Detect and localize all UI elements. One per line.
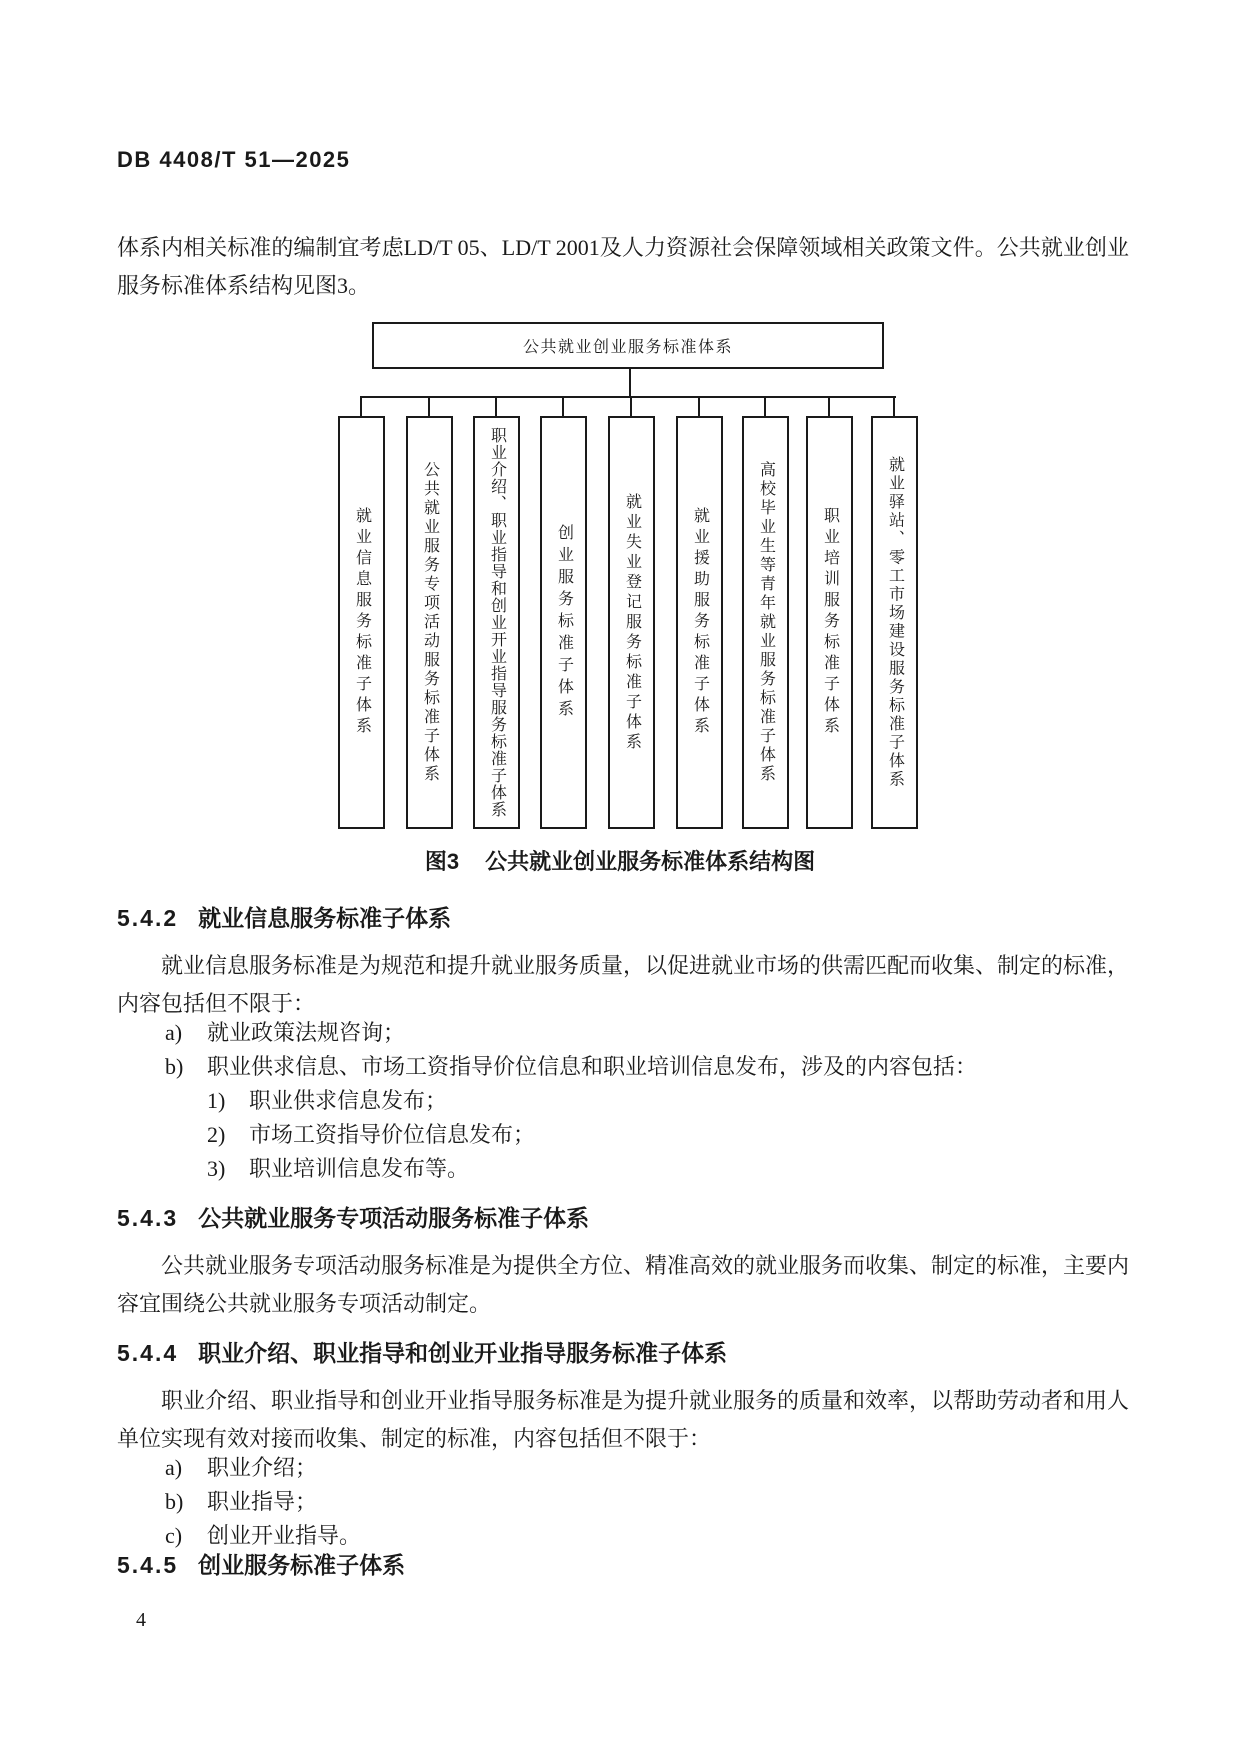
figure-branch-box-7: [742, 416, 789, 829]
section-title: 就业信息服务标准子体系: [198, 905, 452, 931]
list-label: a): [165, 1020, 183, 1045]
list-label: a): [165, 1455, 183, 1480]
section-heading-543: [117, 1205, 589, 1231]
list-text: 职业供求信息发布；: [249, 1088, 448, 1113]
figure-branch-label-4: 创业服务标准子体系: [555, 523, 573, 722]
section-number: 5.4.2: [117, 905, 179, 931]
list-label: b): [165, 1054, 184, 1079]
section-body-544: 职业介绍、职业指导和创业开业指导服务标准是为提升就业服务的质量和效率，以帮助劳动者和用人单位实现有效对接而收集、制定的标准，内容包括但不限于：: [117, 1388, 1130, 1451]
list-label: 1): [207, 1088, 226, 1113]
figure-branch-label-9: 就业驿站、零工市场建设服务标准子体系: [886, 456, 904, 789]
section-number: 5.4.5: [117, 1552, 179, 1578]
figure-caption-label: 图3: [424, 849, 460, 874]
list-label: b): [165, 1489, 184, 1514]
figure-caption: [117, 848, 1123, 876]
list-item-544-c: [165, 1519, 361, 1553]
list-text: 职业介绍；: [207, 1455, 318, 1480]
list-item-542-a: [165, 1016, 405, 1050]
page-number: 4: [136, 1609, 146, 1631]
connector-stub-8: [828, 396, 830, 416]
section-body-542: 就业信息服务标准是为规范和提升就业服务质量，以促进就业市场的供需匹配而收集、制定的标准，内容包括但不限于：: [117, 953, 1130, 1016]
list-text: 创业开业指导。: [207, 1523, 362, 1548]
figure-branch-label-7: 高校毕业生等青年就业服务标准子体系: [757, 461, 775, 784]
section-title: 创业服务标准子体系: [198, 1552, 406, 1578]
connector-stub-5: [630, 396, 632, 416]
section-number: 5.4.3: [117, 1205, 179, 1231]
connector-root-drop: [629, 369, 631, 396]
list-label: c): [165, 1523, 183, 1548]
figure-branch-box-8: [806, 416, 853, 829]
figure-branch-box-1: [338, 416, 385, 829]
list-text: 就业政策法规咨询；: [207, 1020, 406, 1045]
figure-branch-label-1: 就业信息服务标准子体系: [353, 507, 371, 738]
list-item-544-a: [165, 1451, 317, 1485]
connector-stub-4: [562, 396, 564, 416]
figure-branch-box-5: [608, 416, 655, 829]
list-subitem-542-2: [207, 1118, 535, 1152]
list-subitem-542-3: [207, 1152, 469, 1186]
section-title: 公共就业服务专项活动服务标准子体系: [198, 1205, 590, 1231]
section-title: 职业介绍、职业指导和创业开业指导服务标准子体系: [198, 1340, 728, 1366]
list-item-544-b: [165, 1485, 317, 1519]
list-label: 2): [207, 1122, 226, 1147]
list-item-542-b: [165, 1050, 977, 1084]
list-label: 3): [207, 1156, 226, 1181]
list-text: 职业培训信息发布等。: [249, 1156, 470, 1181]
connector-stub-6: [698, 396, 700, 416]
section-heading-542: [117, 905, 451, 931]
figure-branch-box-6: [676, 416, 723, 829]
figure-branch-box-4: [540, 416, 587, 829]
list-text: 市场工资指导价位信息发布；: [249, 1122, 536, 1147]
figure-branch-label-8: 职业培训服务标准子体系: [821, 507, 839, 738]
figure-root-box: [372, 322, 884, 369]
doc-code: DB 4408/T 51—2025: [117, 147, 351, 172]
connector-stub-3: [495, 396, 497, 416]
figure-root-label: 公共就业创业服务标准体系: [522, 339, 733, 356]
connector-stub-2: [428, 396, 430, 416]
intro-paragraph: 体系内相关标准的编制宜考虑LD/T 05、LD/T 2001及人力资源社会保障领域相关政策文件。公共就业创业服务标准体系结构见图3。: [117, 235, 1129, 298]
figure-branch-label-3: 职业介绍、职业指导和创业开业指导服务标准子体系: [488, 427, 506, 818]
figure-branch-box-3: [473, 416, 520, 829]
connector-stub-1: [360, 396, 362, 416]
section-number: 5.4.4: [117, 1340, 179, 1366]
figure-branch-box-9: [871, 416, 918, 829]
section-heading-544: [117, 1340, 727, 1366]
section-body-543: 公共就业服务专项活动服务标准是为提供全方位、精准高效的就业服务而收集、制定的标准，主要内容宜围绕公共就业服务专项活动制定。: [117, 1253, 1130, 1316]
connector-horizontal: [360, 396, 896, 398]
figure-branch-box-2: [406, 416, 453, 829]
connector-stub-7: [764, 396, 766, 416]
list-text: 职业指导；: [207, 1489, 318, 1514]
list-text: 职业供求信息、市场工资指导价位信息和职业培训信息发布，涉及的内容包括：: [207, 1054, 978, 1079]
figure-caption-text: 公共就业创业服务标准体系结构图: [485, 849, 816, 874]
figure-branch-label-6: 就业援助服务标准子体系: [691, 507, 709, 738]
connector-stub-9: [893, 396, 895, 416]
figure-branch-label-2: 公共就业服务专项活动服务标准子体系: [421, 461, 439, 784]
list-subitem-542-1: [207, 1084, 447, 1118]
figure-branch-label-5: 就业失业登记服务标准子体系: [623, 492, 641, 753]
section-heading-545: [117, 1552, 405, 1578]
